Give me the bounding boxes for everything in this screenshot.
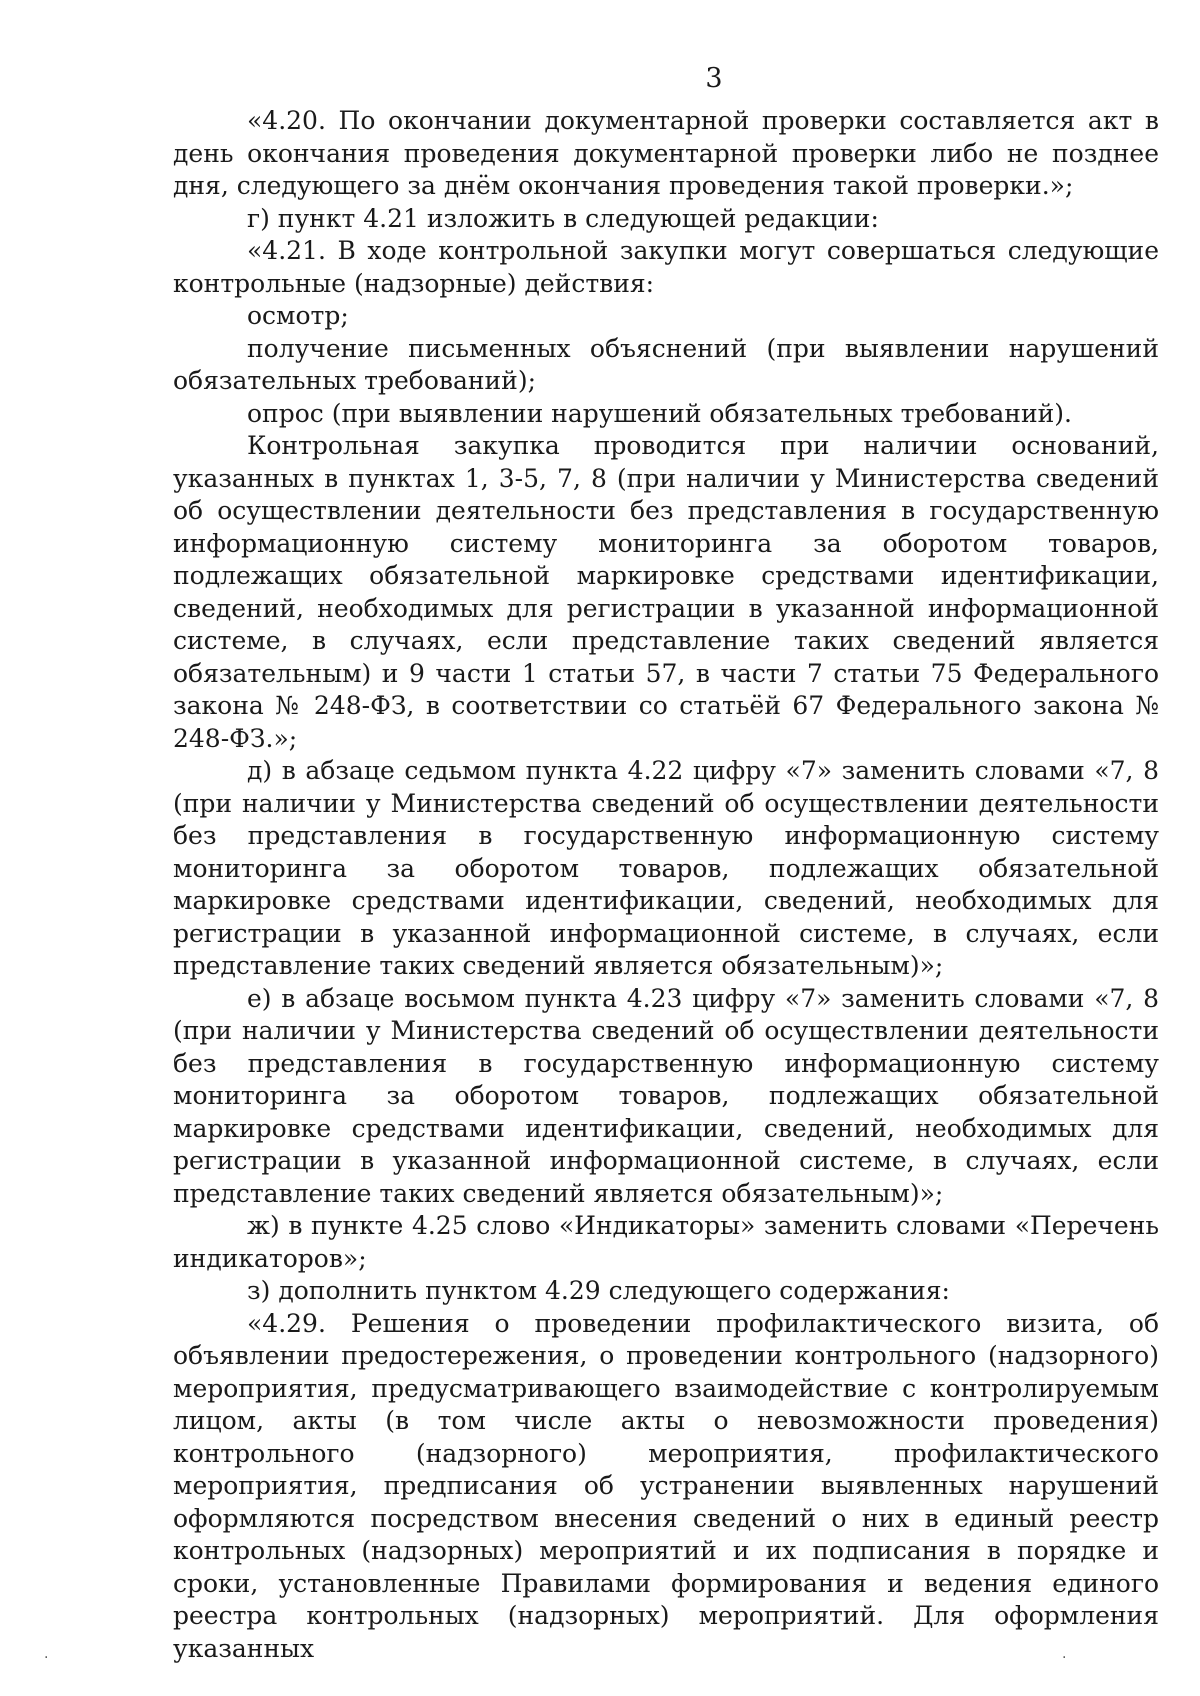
scan-speck: · [44, 1650, 49, 1666]
paragraph-kontrolnaya-zakupka: Контрольная закупка проводится при наличии оснований, указанных в пунктах 1, 3-5, 7, 8 (при наличии у Министерства сведений об осуществлении деятельности без представления в государственную информационную систему мониторинга за оборотом товаров, подлежащих обязательной маркировке средствами идентификации, сведений, необходимых для регистрации в указанной информационной системе, в случаях, если представление таких сведений является обязательным) и 9 части 1 статьи 57, в части 7 статьи 75 Федерального закона № 248-ФЗ, в соответствии со статьёй 67 Федерального закона № 248-ФЗ.»; [173, 431, 1159, 753]
paragraph-poluchenie: получение письменных объяснений (при выявлении нарушений обязательных требований); [173, 333, 1159, 395]
paragraph-item-d: д) в абзаце седьмом пункта 4.22 цифру «7» заменить словами «7, 8 (при наличии у Министерства сведений об осуществлении деятельности без представления в государственную информационную систему мониторинга за оборотом товаров, подлежащих обязательной маркировке средствами идентификации, сведений, необходимых для регистрации в указанной информационной системе, в случаях, если представление таких сведений является обязательным)»; [173, 756, 1159, 980]
document-body [173, 105, 1159, 1665]
paragraph-opros: опрос (при выявлении нарушений обязательных требований). [247, 398, 1072, 428]
paragraph-4-21: «4.21. В ходе контрольной закупки могут совершаться следующие контрольные (надзорные) действия: [173, 236, 1159, 298]
scan-speck: · [1062, 1650, 1067, 1666]
paragraph-osmotr: осмотр; [247, 301, 349, 330]
paragraph-item-zh: ж) в пункте 4.25 слово «Индикаторы» заменить словами «Перечень индикаторов»; [173, 1211, 1159, 1273]
paragraph-4-20: «4.20. По окончании документарной проверки составляется акт в день окончания проведения документарной проверки либо не позднее дня, следующего за днём окончания проведения такой проверки.»; [173, 106, 1159, 200]
paragraph-item-z: з) дополнить пунктом 4.29 следующего содержания: [247, 1276, 950, 1305]
page-number: 3 [705, 63, 723, 94]
paragraph-4-29: «4.29. Решения о проведении профилактического визита, об объявлении предостережения, о проведении контрольного (надзорного) мероприятия, предусматривающего взаимодействие с контролируемым лицом, акты (в том числе акты о невозможности проведения) контрольного (надзорного) мероприятия, профилактического мероприятия, предписания об устранении выявленных нарушений оформляются посредством внесения сведений о них в единый реестр контрольных (надзорных) мероприятий и их подписания в порядке и сроки, установленные Правилами формирования и ведения единого реестра контрольных (надзорных) мероприятий. Для оформления указанных [173, 1308, 1159, 1663]
paragraph-item-e: е) в абзаце восьмом пункта 4.23 цифру «7» заменить словами «7, 8 (при наличии у Министерства сведений об осуществлении деятельности без представления в государственную информационную систему мониторинга за оборотом товаров, подлежащих обязательной маркировке средствами идентификации, сведений, необходимых для регистрации в указанной информационной системе, в случаях, если представление таких сведений является обязательным)»; [173, 983, 1159, 1208]
paragraph-item-g: г) пункт 4.21 изложить в следующей редакции: [247, 203, 879, 233]
